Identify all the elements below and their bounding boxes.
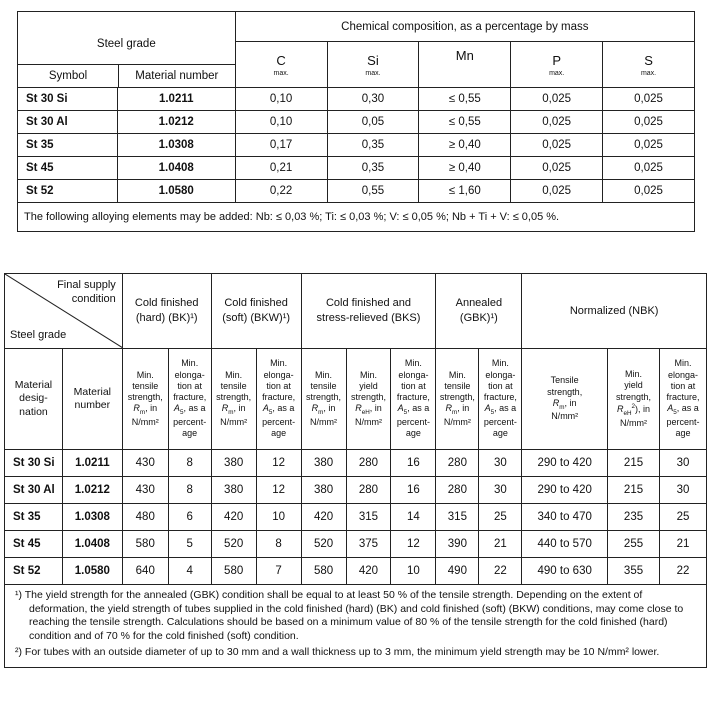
property-value: 21 <box>659 531 706 558</box>
composition-value: 0,025 <box>603 88 695 111</box>
designation-cell: St 45 <box>5 531 63 558</box>
final-supply-condition-label: Final supply condition <box>57 279 116 306</box>
composition-value: 0,05 <box>327 111 419 134</box>
property-value: 440 to 570 <box>522 531 608 558</box>
material-number-label: Material number <box>135 70 219 82</box>
composition-value: ≥ 0,40 <box>419 157 511 180</box>
composition-value: 0,025 <box>603 157 695 180</box>
composition-value: 0,10 <box>235 88 327 111</box>
properties-row <box>5 504 707 531</box>
property-value: 12 <box>256 450 301 477</box>
group-nbk: Normalized (NBK) <box>522 274 707 349</box>
composition-row <box>18 134 695 157</box>
property-value: 290 to 420 <box>522 450 608 477</box>
designation-cell: St 52 <box>5 558 63 585</box>
gbk-tensile-header: Min. tensile strength, $R_m$, in N/mm² <box>436 349 479 450</box>
symbol-cell: St 45 <box>18 157 118 180</box>
bks-elongation-header: Min. elonga- tion at fracture, $A_5$, as a percent- age <box>391 349 436 450</box>
bk-tensile-header: Min. tensile strength, $R_m$, in N/mm² <box>122 349 168 450</box>
mechanical-properties-table <box>4 273 707 668</box>
property-value: 10 <box>256 504 301 531</box>
property-value: 340 to 470 <box>522 504 608 531</box>
property-value: 235 <box>608 504 660 531</box>
bkw-elongation-header: Min. elonga- tion at fracture, $A_5$, as a percent- age <box>256 349 301 450</box>
nbk-elongation-header: Min. elonga- tion at fracture, $A_5$, as a percent- age <box>659 349 706 450</box>
material-number-header: Material number <box>62 349 122 450</box>
property-value: 355 <box>608 558 660 585</box>
composition-header: Chemical composition, as a percentage by mass <box>235 12 694 42</box>
property-value: 290 to 420 <box>522 477 608 504</box>
property-value: 490 <box>436 558 479 585</box>
property-value: 14 <box>391 504 436 531</box>
designation-cell: St 30 Si <box>5 450 63 477</box>
steel-grade-label: Steel grade <box>96 38 156 50</box>
steel-grade-label: Steel grade <box>10 329 67 342</box>
property-value: 22 <box>479 558 522 585</box>
property-value: 380 <box>211 477 256 504</box>
nbk-tensile-header: Tensile strength, $R_m$, in N/mm² <box>522 349 608 450</box>
composition-row <box>18 157 695 180</box>
property-value: 380 <box>301 450 346 477</box>
material-number-cell: 1.0212 <box>62 477 122 504</box>
composition-row <box>18 111 695 134</box>
composition-row <box>18 88 695 111</box>
property-value: 580 <box>211 558 256 585</box>
material-number-cell: 1.0211 <box>62 450 122 477</box>
bks-tensile-header: Min. tensile strength, $R_m$, in N/mm² <box>301 349 346 450</box>
property-value: 490 to 630 <box>522 558 608 585</box>
footnotes <box>5 585 707 668</box>
material-number-cell: 1.0212 <box>117 111 235 134</box>
composition-value: 0,025 <box>603 111 695 134</box>
property-value: 5 <box>168 531 211 558</box>
property-value: 280 <box>346 450 391 477</box>
property-value: 30 <box>479 450 522 477</box>
property-value: 580 <box>122 531 168 558</box>
properties-row <box>5 450 707 477</box>
property-value: 280 <box>346 477 391 504</box>
composition-value: 0,22 <box>235 180 327 203</box>
material-number-cell: 1.0408 <box>62 531 122 558</box>
properties-row <box>5 531 707 558</box>
symbol-cell: St 30 Al <box>18 111 118 134</box>
element-c: C max. <box>235 42 327 88</box>
composition-value: 0,21 <box>235 157 327 180</box>
footnote-2: ²) For tubes with an outside diameter of up to 30 mm and a wall thickness up to 3 mm, the minimum yield strength may be 10 N/mm² lower. <box>15 645 660 658</box>
property-value: 420 <box>346 558 391 585</box>
element-p: P max. <box>511 42 603 88</box>
property-value: 380 <box>211 450 256 477</box>
composition-value: 0,10 <box>235 111 327 134</box>
composition-value: 0,025 <box>511 88 603 111</box>
nbk-yield-header: Min. yield strength, $R_{eH}^2$), in N/mm² <box>608 349 660 450</box>
composition-value: 0,35 <box>327 134 419 157</box>
property-value: 8 <box>168 450 211 477</box>
property-value: 7 <box>256 558 301 585</box>
composition-value: 0,025 <box>511 111 603 134</box>
property-value: 640 <box>122 558 168 585</box>
property-value: 25 <box>659 504 706 531</box>
property-value: 22 <box>659 558 706 585</box>
property-value: 8 <box>256 531 301 558</box>
property-value: 380 <box>301 477 346 504</box>
property-value: 280 <box>436 450 479 477</box>
property-value: 8 <box>168 477 211 504</box>
corner-header <box>5 274 123 349</box>
symbol-label: Symbol <box>18 65 119 87</box>
property-value: 215 <box>608 450 660 477</box>
property-value: 12 <box>256 477 301 504</box>
group-bkw: Cold finished (soft) (BKW)¹) <box>211 274 301 349</box>
property-value: 10 <box>391 558 436 585</box>
composition-value: ≤ 1,60 <box>419 180 511 203</box>
symbol-cell: St 30 Si <box>18 88 118 111</box>
property-value: 4 <box>168 558 211 585</box>
group-bk: Cold finished (hard) (BK)¹) <box>122 274 211 349</box>
property-value: 430 <box>122 450 168 477</box>
material-designation-header: Material desig- nation <box>5 349 63 450</box>
property-value: 390 <box>436 531 479 558</box>
composition-value: 0,025 <box>603 134 695 157</box>
composition-value: ≤ 0,55 <box>419 111 511 134</box>
composition-value: ≥ 0,40 <box>419 134 511 157</box>
composition-value: 0,025 <box>511 180 603 203</box>
material-number-cell: 1.0408 <box>117 157 235 180</box>
composition-value: 0,17 <box>235 134 327 157</box>
property-value: 520 <box>211 531 256 558</box>
property-value: 280 <box>436 477 479 504</box>
properties-row <box>5 558 707 585</box>
group-gbk: Annealed (GBK)¹) <box>436 274 522 349</box>
composition-row <box>18 180 695 203</box>
material-number-cell: 1.0580 <box>62 558 122 585</box>
property-value: 480 <box>122 504 168 531</box>
property-value: 215 <box>608 477 660 504</box>
bks-yield-header: Min. yield strength, $R_{eH}$, in N/mm² <box>346 349 391 450</box>
property-value: 30 <box>659 477 706 504</box>
element-si: Si max. <box>327 42 419 88</box>
property-value: 25 <box>479 504 522 531</box>
designation-cell: St 30 Al <box>5 477 63 504</box>
composition-value: 0,025 <box>603 180 695 203</box>
designation-cell: St 35 <box>5 504 63 531</box>
property-value: 430 <box>122 477 168 504</box>
symbol-cell: St 35 <box>18 134 118 157</box>
property-value: 30 <box>659 450 706 477</box>
composition-value: ≤ 0,55 <box>419 88 511 111</box>
bk-elongation-header: Min. elonga- tion at fracture, $A_5$, as a percent- age <box>168 349 211 450</box>
element-s: S max. <box>603 42 695 88</box>
element-mn: Mn <box>419 42 511 88</box>
property-value: 12 <box>391 531 436 558</box>
properties-row <box>5 477 707 504</box>
composition-value: 0,35 <box>327 157 419 180</box>
property-value: 30 <box>479 477 522 504</box>
steel-grade-header <box>18 12 236 88</box>
property-value: 16 <box>391 477 436 504</box>
material-number-cell: 1.0580 <box>117 180 235 203</box>
group-bks: Cold finished and stress-relieved (BKS) <box>301 274 436 349</box>
property-value: 420 <box>211 504 256 531</box>
property-value: 21 <box>479 531 522 558</box>
chemical-composition-table <box>17 11 695 232</box>
property-value: 580 <box>301 558 346 585</box>
gbk-elongation-header: Min. elonga- tion at fracture, $A_5$, as a percent- age <box>479 349 522 450</box>
composition-value: 0,025 <box>511 134 603 157</box>
property-value: 6 <box>168 504 211 531</box>
alloying-note: The following alloying elements may be added: Nb: ≤ 0,03 %; Ti: ≤ 0,03 %; V: ≤ 0,05 %; Nb + Ti + V: ≤ 0,05 %. <box>18 203 695 232</box>
bkw-tensile-header: Min. tensile strength, $R_m$, in N/mm² <box>211 349 256 450</box>
composition-value: 0,55 <box>327 180 419 203</box>
symbol-cell: St 52 <box>18 180 118 203</box>
property-value: 375 <box>346 531 391 558</box>
property-value: 315 <box>346 504 391 531</box>
material-number-cell: 1.0308 <box>117 134 235 157</box>
composition-value: 0,025 <box>511 157 603 180</box>
property-value: 315 <box>436 504 479 531</box>
footnote-1: ¹) The yield strength for the annealed (GBK) condition shall be equal to at least 50 % of the tensile strength. Depending on the extent of deformation, the yield strength of tubes supplied in the cold finished (hard) (BK) and cold finished (soft) (BKW) conditions, may come close to reaching the tensile strength. Calculations should be based on a minimum value of 80 % of the tensile strength for the cold finished (hard) condition and of 70 % for the cold finished (soft) condition. <box>15 589 684 642</box>
property-value: 420 <box>301 504 346 531</box>
material-number-cell: 1.0211 <box>117 88 235 111</box>
material-number-cell: 1.0308 <box>62 504 122 531</box>
composition-value: 0,30 <box>327 88 419 111</box>
property-value: 16 <box>391 450 436 477</box>
property-value: 520 <box>301 531 346 558</box>
property-value: 255 <box>608 531 660 558</box>
